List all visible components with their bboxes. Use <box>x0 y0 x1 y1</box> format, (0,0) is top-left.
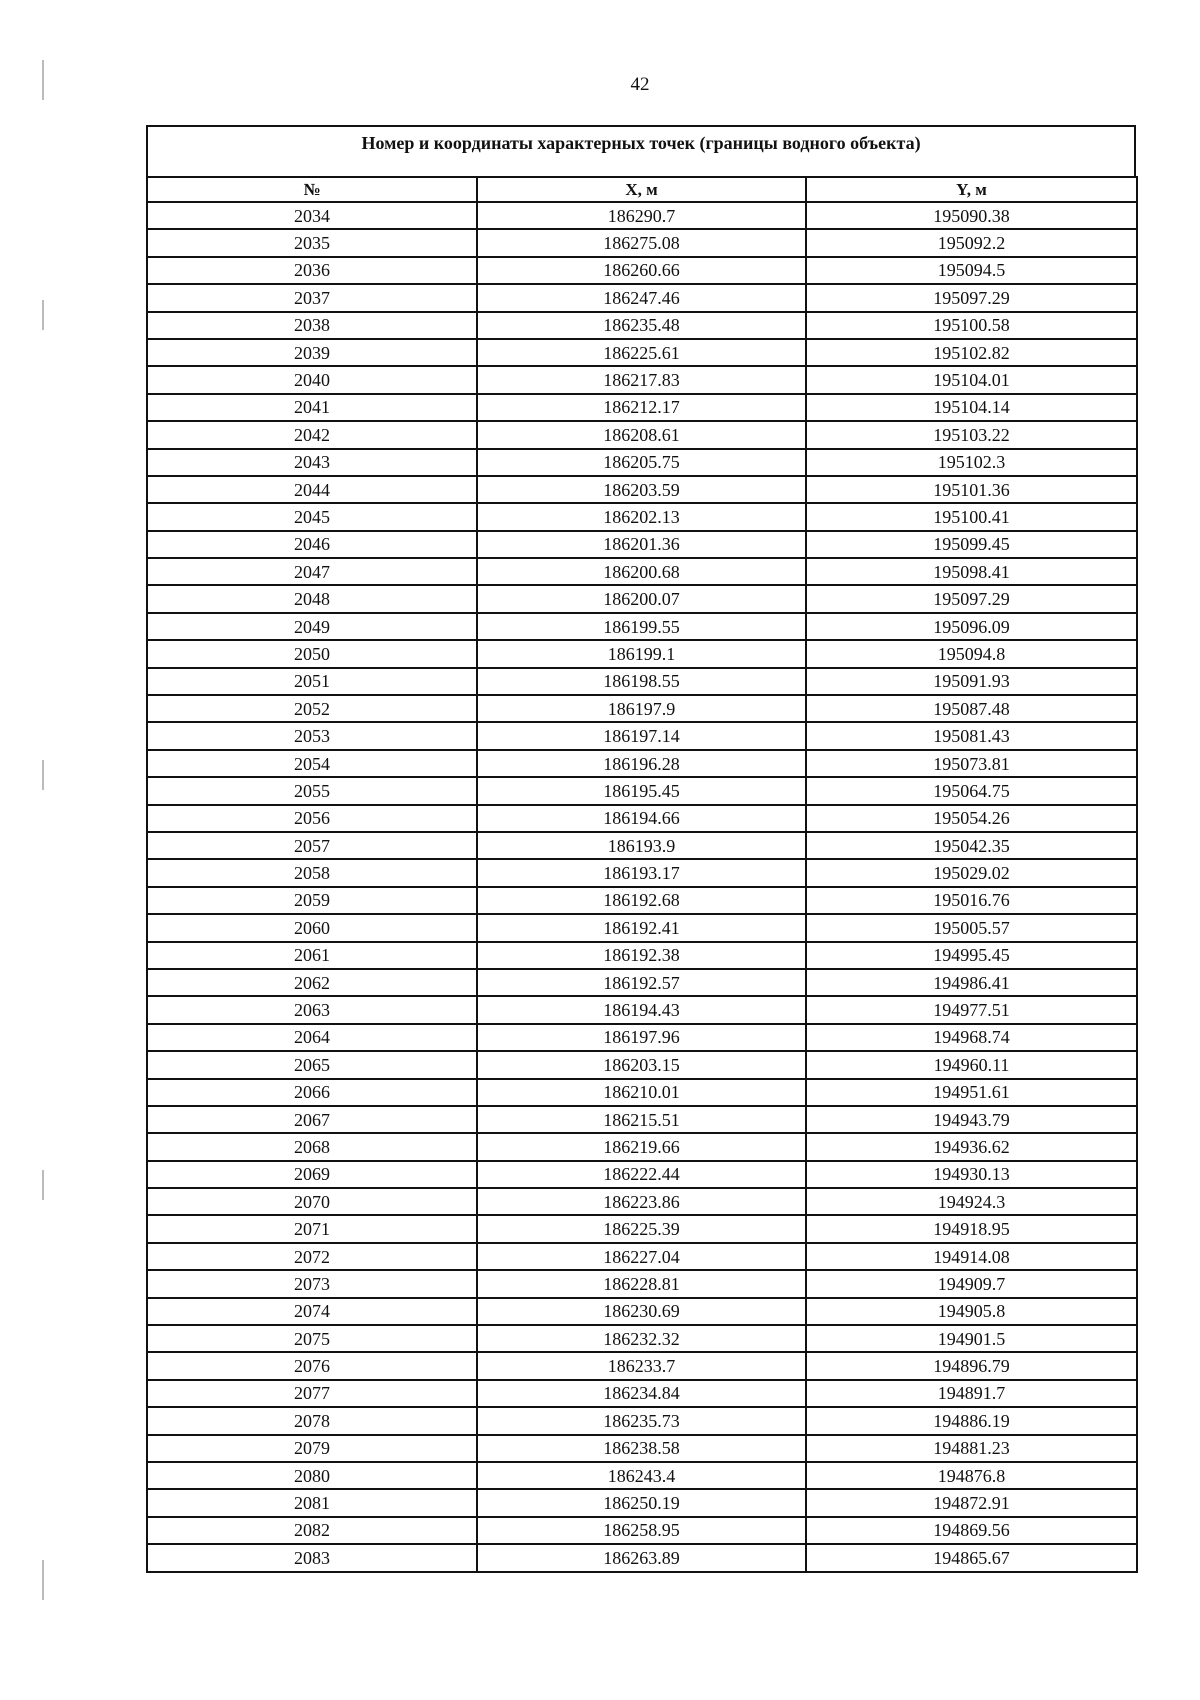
cell-x: 186275.08 <box>477 229 806 256</box>
cell-y: 194909.7 <box>806 1270 1137 1297</box>
cell-number: 2081 <box>147 1489 477 1516</box>
cell-y: 194930.13 <box>806 1161 1137 1188</box>
table-row <box>147 339 1137 366</box>
table-row <box>147 969 1137 996</box>
cell-x: 186228.81 <box>477 1270 806 1297</box>
cell-number: 2048 <box>147 585 477 612</box>
table-row <box>147 421 1137 448</box>
cell-x: 186260.66 <box>477 257 806 284</box>
cell-y: 194968.74 <box>806 1024 1137 1051</box>
cell-y: 195054.26 <box>806 805 1137 832</box>
table-row <box>147 476 1137 503</box>
cell-y: 195090.38 <box>806 202 1137 229</box>
margin-scan-mark <box>42 760 44 790</box>
table-row <box>147 449 1137 476</box>
cell-x: 186258.95 <box>477 1517 806 1544</box>
cell-x: 186192.38 <box>477 942 806 969</box>
table-row <box>147 832 1137 859</box>
table-row <box>147 1352 1137 1379</box>
cell-y: 195092.2 <box>806 229 1137 256</box>
cell-y: 194865.67 <box>806 1544 1137 1571</box>
cell-number: 2073 <box>147 1270 477 1297</box>
table-row <box>147 859 1137 886</box>
table-row <box>147 284 1137 311</box>
cell-number: 2078 <box>147 1407 477 1434</box>
cell-y: 194901.5 <box>806 1325 1137 1352</box>
cell-y: 194977.51 <box>806 996 1137 1023</box>
cell-x: 186230.69 <box>477 1298 806 1325</box>
cell-number: 2083 <box>147 1544 477 1571</box>
table-row <box>147 722 1137 749</box>
table-row <box>147 531 1137 558</box>
cell-x: 186235.73 <box>477 1407 806 1434</box>
cell-x: 186193.9 <box>477 832 806 859</box>
cell-x: 186233.7 <box>477 1352 806 1379</box>
cell-number: 2054 <box>147 750 477 777</box>
cell-number: 2051 <box>147 668 477 695</box>
cell-number: 2037 <box>147 284 477 311</box>
cell-x: 186195.45 <box>477 777 806 804</box>
cell-y: 194914.08 <box>806 1243 1137 1270</box>
table-row <box>147 750 1137 777</box>
cell-x: 186197.96 <box>477 1024 806 1051</box>
table-row <box>147 1243 1137 1270</box>
cell-y: 195064.75 <box>806 777 1137 804</box>
cell-y: 195099.45 <box>806 531 1137 558</box>
cell-x: 186202.13 <box>477 503 806 530</box>
table-row <box>147 1489 1137 1516</box>
table-row <box>147 1544 1137 1571</box>
cell-number: 2071 <box>147 1215 477 1242</box>
cell-x: 186238.58 <box>477 1435 806 1462</box>
cell-x: 186197.9 <box>477 695 806 722</box>
cell-y: 194951.61 <box>806 1079 1137 1106</box>
table-row <box>147 1517 1137 1544</box>
table-row <box>147 1435 1137 1462</box>
coordinates-table-container <box>146 125 1136 1573</box>
table-row <box>147 695 1137 722</box>
cell-y: 195094.8 <box>806 640 1137 667</box>
cell-x: 186199.1 <box>477 640 806 667</box>
cell-number: 2057 <box>147 832 477 859</box>
cell-x: 186212.17 <box>477 394 806 421</box>
cell-y: 195097.29 <box>806 585 1137 612</box>
cell-y: 195104.14 <box>806 394 1137 421</box>
table-row <box>147 1161 1137 1188</box>
cell-x: 186235.48 <box>477 312 806 339</box>
table-row <box>147 613 1137 640</box>
cell-number: 2049 <box>147 613 477 640</box>
cell-number: 2050 <box>147 640 477 667</box>
cell-x: 186208.61 <box>477 421 806 448</box>
cell-y: 194943.79 <box>806 1106 1137 1133</box>
table-row <box>147 312 1137 339</box>
table-row <box>147 1106 1137 1133</box>
cell-x: 186197.14 <box>477 722 806 749</box>
table-row <box>147 1133 1137 1160</box>
cell-x: 186217.83 <box>477 366 806 393</box>
table-row <box>147 1270 1137 1297</box>
table-row <box>147 394 1137 421</box>
coordinates-table <box>146 176 1138 1573</box>
header-number: № <box>147 177 477 202</box>
cell-x: 186192.41 <box>477 914 806 941</box>
cell-y: 195005.57 <box>806 914 1137 941</box>
cell-number: 2063 <box>147 996 477 1023</box>
table-row <box>147 558 1137 585</box>
table-row <box>147 1051 1137 1078</box>
cell-x: 186194.43 <box>477 996 806 1023</box>
cell-number: 2038 <box>147 312 477 339</box>
cell-y: 195016.76 <box>806 887 1137 914</box>
cell-number: 2076 <box>147 1352 477 1379</box>
cell-number: 2064 <box>147 1024 477 1051</box>
cell-number: 2058 <box>147 859 477 886</box>
cell-number: 2065 <box>147 1051 477 1078</box>
table-row <box>147 1079 1137 1106</box>
cell-y: 194896.79 <box>806 1352 1137 1379</box>
cell-y: 195100.41 <box>806 503 1137 530</box>
table-row <box>147 585 1137 612</box>
cell-y: 194876.8 <box>806 1462 1137 1489</box>
cell-x: 186243.4 <box>477 1462 806 1489</box>
cell-number: 2069 <box>147 1161 477 1188</box>
cell-y: 195091.93 <box>806 668 1137 695</box>
cell-x: 186290.7 <box>477 202 806 229</box>
cell-number: 2061 <box>147 942 477 969</box>
cell-number: 2055 <box>147 777 477 804</box>
table-row <box>147 887 1137 914</box>
cell-x: 186192.57 <box>477 969 806 996</box>
cell-number: 2040 <box>147 366 477 393</box>
cell-x: 186223.86 <box>477 1188 806 1215</box>
cell-y: 194960.11 <box>806 1051 1137 1078</box>
cell-number: 2056 <box>147 805 477 832</box>
margin-scan-mark <box>42 1170 44 1200</box>
table-row <box>147 914 1137 941</box>
cell-y: 194986.41 <box>806 969 1137 996</box>
cell-number: 2047 <box>147 558 477 585</box>
cell-x: 186222.44 <box>477 1161 806 1188</box>
cell-y: 194869.56 <box>806 1517 1137 1544</box>
cell-number: 2043 <box>147 449 477 476</box>
cell-y: 195029.02 <box>806 859 1137 886</box>
cell-y: 195102.82 <box>806 339 1137 366</box>
cell-y: 195042.35 <box>806 832 1137 859</box>
cell-number: 2075 <box>147 1325 477 1352</box>
table-row <box>147 202 1137 229</box>
cell-number: 2067 <box>147 1106 477 1133</box>
table-title: Номер и координаты характерных точек (границы водного объекта) <box>146 125 1136 176</box>
table-row <box>147 1298 1137 1325</box>
cell-x: 186198.55 <box>477 668 806 695</box>
cell-number: 2062 <box>147 969 477 996</box>
cell-number: 2039 <box>147 339 477 366</box>
cell-number: 2046 <box>147 531 477 558</box>
cell-x: 186225.39 <box>477 1215 806 1242</box>
cell-number: 2072 <box>147 1243 477 1270</box>
table-row <box>147 805 1137 832</box>
table-row <box>147 777 1137 804</box>
table-row <box>147 1462 1137 1489</box>
cell-x: 186200.68 <box>477 558 806 585</box>
cell-y: 195094.5 <box>806 257 1137 284</box>
cell-y: 195103.22 <box>806 421 1137 448</box>
table-row <box>147 503 1137 530</box>
table-row <box>147 366 1137 393</box>
cell-number: 2070 <box>147 1188 477 1215</box>
table-row <box>147 1024 1137 1051</box>
cell-number: 2045 <box>147 503 477 530</box>
cell-x: 186219.66 <box>477 1133 806 1160</box>
cell-number: 2053 <box>147 722 477 749</box>
table-row <box>147 1325 1137 1352</box>
cell-y: 194936.62 <box>806 1133 1137 1160</box>
cell-number: 2052 <box>147 695 477 722</box>
cell-y: 195101.36 <box>806 476 1137 503</box>
cell-y: 194891.7 <box>806 1380 1137 1407</box>
table-row <box>147 257 1137 284</box>
cell-y: 194995.45 <box>806 942 1137 969</box>
cell-number: 2082 <box>147 1517 477 1544</box>
cell-x: 186200.07 <box>477 585 806 612</box>
cell-y: 195096.09 <box>806 613 1137 640</box>
table-row <box>147 942 1137 969</box>
table-row <box>147 1380 1137 1407</box>
cell-y: 195097.29 <box>806 284 1137 311</box>
cell-number: 2034 <box>147 202 477 229</box>
cell-y: 195087.48 <box>806 695 1137 722</box>
cell-y: 195104.01 <box>806 366 1137 393</box>
cell-x: 186215.51 <box>477 1106 806 1133</box>
cell-number: 2074 <box>147 1298 477 1325</box>
cell-x: 186199.55 <box>477 613 806 640</box>
header-x: X, м <box>477 177 806 202</box>
margin-scan-mark <box>42 1560 44 1600</box>
cell-number: 2041 <box>147 394 477 421</box>
table-row <box>147 996 1137 1023</box>
cell-x: 186263.89 <box>477 1544 806 1571</box>
cell-x: 186232.32 <box>477 1325 806 1352</box>
cell-number: 2079 <box>147 1435 477 1462</box>
cell-x: 186210.01 <box>477 1079 806 1106</box>
cell-x: 186201.36 <box>477 531 806 558</box>
cell-y: 194924.3 <box>806 1188 1137 1215</box>
page-number: 42 <box>630 74 650 95</box>
cell-number: 2035 <box>147 229 477 256</box>
cell-number: 2044 <box>147 476 477 503</box>
cell-x: 186225.61 <box>477 339 806 366</box>
table-row <box>147 1407 1137 1434</box>
cell-y: 194905.8 <box>806 1298 1137 1325</box>
cell-x: 186203.59 <box>477 476 806 503</box>
cell-x: 186250.19 <box>477 1489 806 1516</box>
cell-x: 186193.17 <box>477 859 806 886</box>
cell-x: 186205.75 <box>477 449 806 476</box>
cell-number: 2042 <box>147 421 477 448</box>
cell-x: 186192.68 <box>477 887 806 914</box>
cell-y: 195102.3 <box>806 449 1137 476</box>
cell-y: 195073.81 <box>806 750 1137 777</box>
cell-y: 194918.95 <box>806 1215 1137 1242</box>
cell-x: 186203.15 <box>477 1051 806 1078</box>
cell-number: 2036 <box>147 257 477 284</box>
table-row <box>147 640 1137 667</box>
cell-y: 195100.58 <box>806 312 1137 339</box>
cell-number: 2059 <box>147 887 477 914</box>
cell-y: 195081.43 <box>806 722 1137 749</box>
table-body <box>147 202 1137 1572</box>
table-row <box>147 668 1137 695</box>
cell-y: 194881.23 <box>806 1435 1137 1462</box>
cell-number: 2077 <box>147 1380 477 1407</box>
cell-number: 2060 <box>147 914 477 941</box>
cell-number: 2080 <box>147 1462 477 1489</box>
cell-y: 195098.41 <box>806 558 1137 585</box>
cell-x: 186227.04 <box>477 1243 806 1270</box>
header-y: Y, м <box>806 177 1137 202</box>
table-row <box>147 1188 1137 1215</box>
cell-x: 186234.84 <box>477 1380 806 1407</box>
table-header-row <box>147 177 1137 202</box>
table-row <box>147 1215 1137 1242</box>
cell-number: 2066 <box>147 1079 477 1106</box>
cell-number: 2068 <box>147 1133 477 1160</box>
cell-x: 186247.46 <box>477 284 806 311</box>
cell-x: 186194.66 <box>477 805 806 832</box>
cell-y: 194872.91 <box>806 1489 1137 1516</box>
cell-y: 194886.19 <box>806 1407 1137 1434</box>
margin-scan-mark <box>42 300 44 330</box>
cell-x: 186196.28 <box>477 750 806 777</box>
table-row <box>147 229 1137 256</box>
